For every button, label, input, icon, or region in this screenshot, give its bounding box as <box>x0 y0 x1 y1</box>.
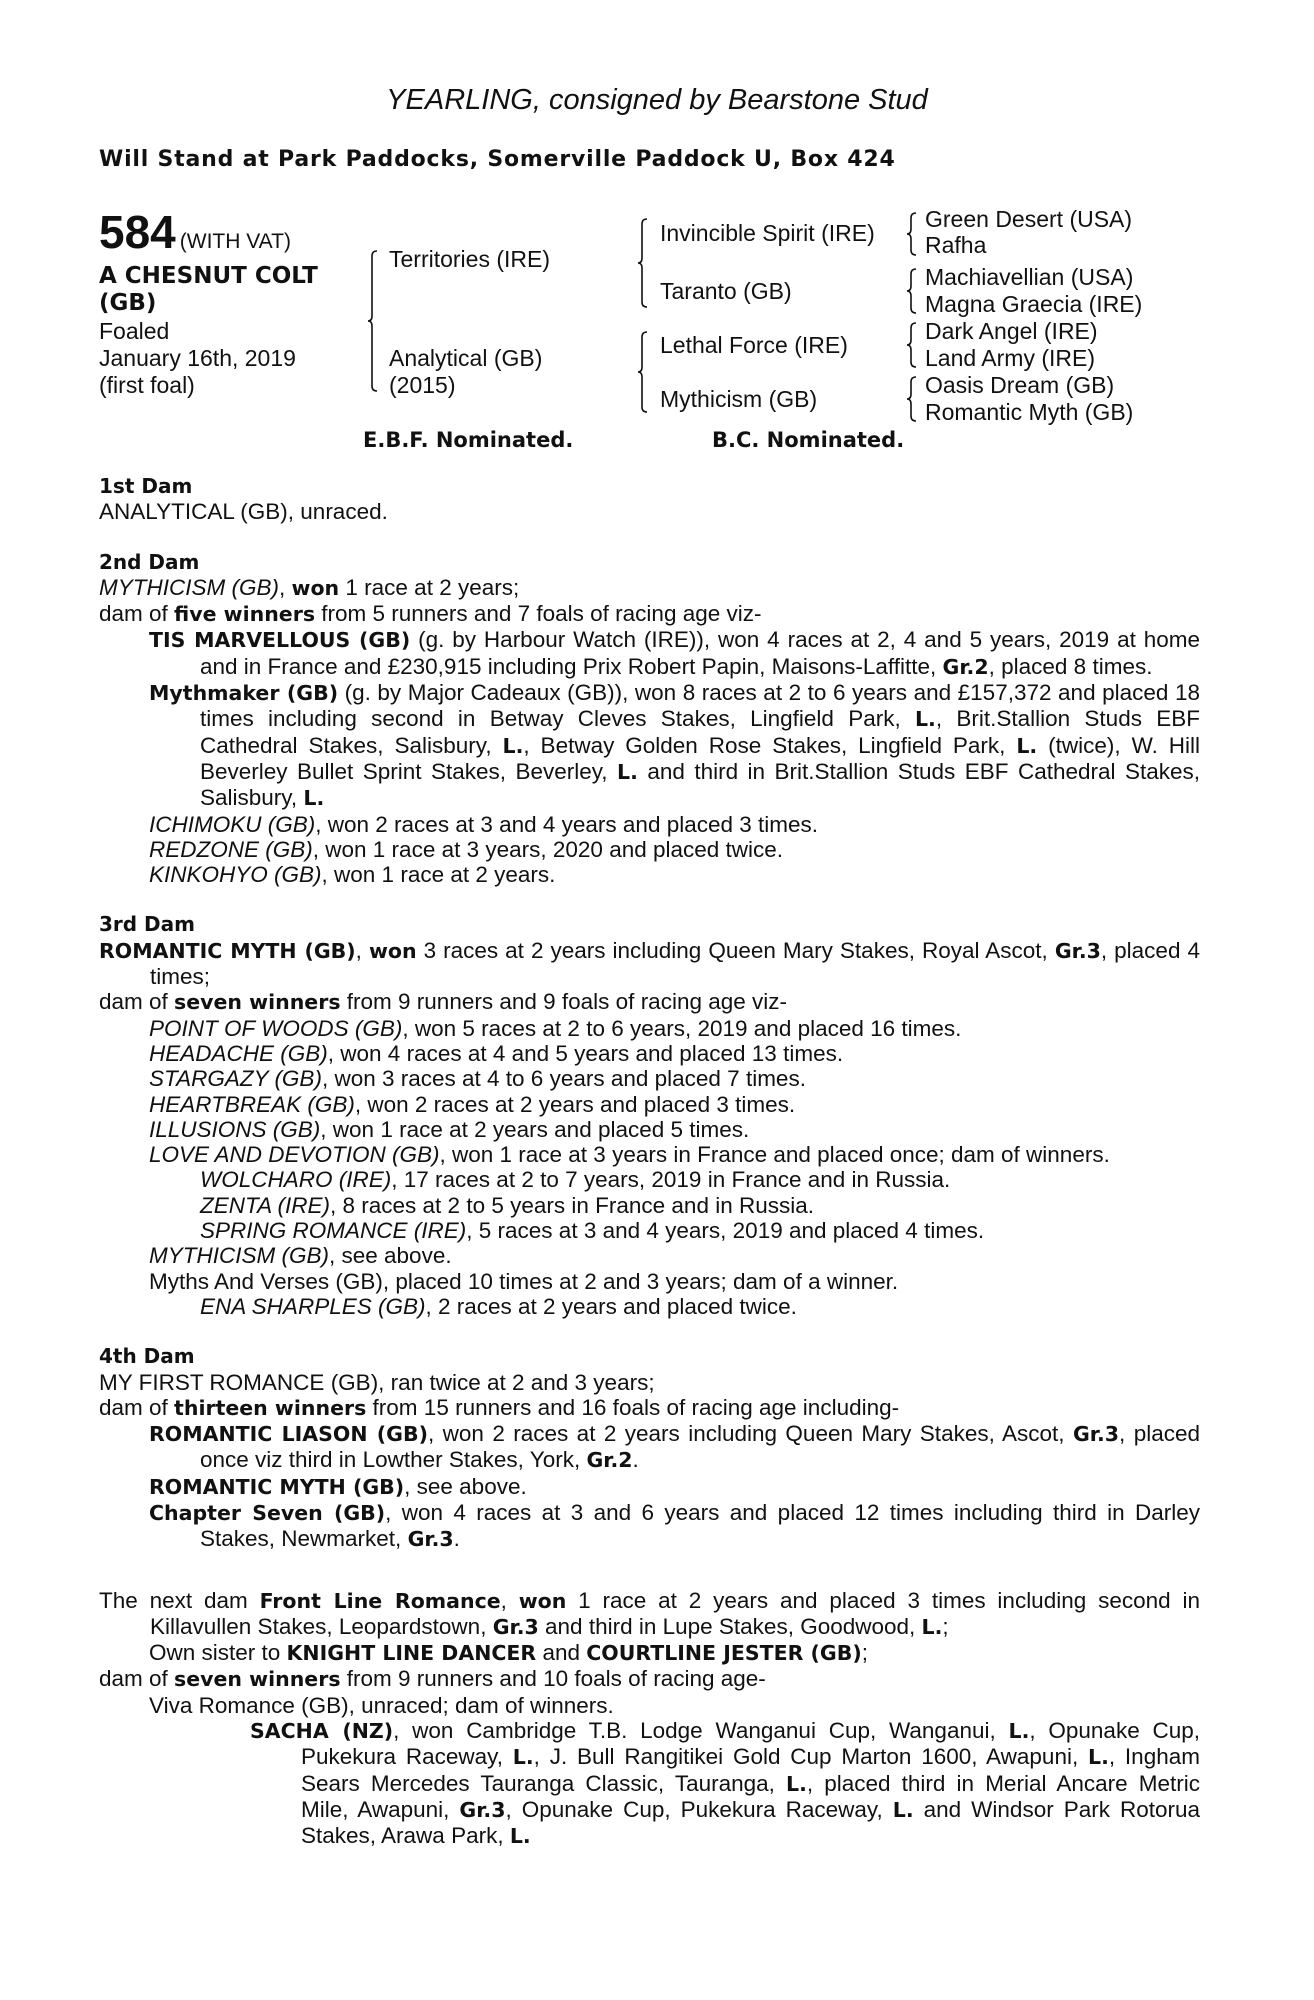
record-entry <box>99 1016 1200 1041</box>
bold-text: ROMANTIC MYTH (GB) <box>99 938 356 963</box>
pedigree-gs-6: Land Army (IRE) <box>925 345 1095 371</box>
italic-text: ENA SHARPLES (GB) <box>200 1293 426 1319</box>
record-entry <box>99 1666 1200 1692</box>
text: (twice), W. Hill Beverley Bullet Sprint Stakes, Beverley, <box>200 732 1200 784</box>
text: , won 2 races at 3 and 4 years and placed 3 times. <box>315 811 819 837</box>
pedigree-gs-4: Magna Graecia (IRE) <box>925 291 1143 317</box>
dam-section <box>99 550 1200 888</box>
bold-text: L. <box>502 733 524 758</box>
italic-text: ZENTA (IRE) <box>200 1192 330 1218</box>
text: , Opunake Cup, Pukekura Raceway, <box>301 1718 1201 1770</box>
record-entry <box>99 837 1200 862</box>
bold-text: seven winners <box>174 1667 341 1692</box>
bold-text: L. <box>617 759 638 784</box>
bold-text: Gr.3 <box>492 1614 539 1639</box>
text: , Betway Golden Rose Stakes, Lingfield Park, <box>523 732 1017 758</box>
italic-text: MYTHICISM (GB) <box>149 1243 329 1269</box>
bold-text: won <box>518 1588 567 1613</box>
dam-section <box>99 1588 1200 1850</box>
produce-record <box>99 474 1200 1850</box>
bold-text: COURTLINE JESTER (GB) <box>586 1641 862 1666</box>
italic-text: STARGAZY (GB) <box>149 1066 322 1092</box>
pedigree-gs-5: Dark Angel (IRE) <box>925 318 1098 344</box>
brace-icon <box>368 250 378 392</box>
lot-number-value: 584 <box>99 206 176 258</box>
bold-text: TIS MARVELLOUS (GB) <box>149 628 411 653</box>
text: , won 3 races at 4 to 6 years and placed 7 times. <box>321 1066 806 1092</box>
bold-text: seven winners <box>174 990 341 1015</box>
brace-icon <box>907 212 917 256</box>
text: , won 1 race at 3 years in France and placed once; dam of winners. <box>439 1142 1110 1168</box>
record-entry <box>99 499 1200 524</box>
page-title: YEARLING, consigned by Bearstone Stud <box>386 84 928 116</box>
record-entry <box>99 1041 1200 1066</box>
bold-text: won <box>368 938 417 963</box>
bold-text: ROMANTIC LIASON (GB) <box>149 1422 428 1447</box>
text: , Opunake Cup, Pukekura Raceway, <box>505 1796 893 1822</box>
bold-text: L. <box>1088 1745 1109 1770</box>
bold-text: L. <box>921 1614 943 1639</box>
record-entry <box>99 1500 1200 1553</box>
record-entry <box>99 1193 1200 1218</box>
text: 1 race at 2 years; <box>339 574 520 600</box>
text: 1 race at 2 years and placed 3 times including second in Killavullen Stakes, Leopardstown, <box>150 1587 1200 1639</box>
bold-text: L. <box>512 1745 534 1770</box>
dam-section <box>99 1344 1200 1552</box>
text: , won 4 races at 3 and 6 years and placed 12 times including third in Darley Stakes, Newmarket, <box>200 1499 1201 1552</box>
brace-icon <box>638 218 648 308</box>
text: , Brit.Stallion Studs EBF Cathedral Stakes, Salisbury, <box>200 706 1200 758</box>
section-heading: 1st Dam <box>99 474 193 498</box>
foal-note: (first foal) <box>99 372 195 398</box>
text: . <box>453 1526 460 1552</box>
italic-text: ILLUSIONS (GB) <box>149 1116 321 1142</box>
pedigree-dam: Analytical (GB) <box>389 345 543 371</box>
bold-text: KNIGHT LINE DANCER <box>286 1641 537 1666</box>
text: 3 races at 2 years including Queen Mary Stakes, Royal Ascot, <box>416 937 1055 963</box>
text: , won 4 races at 4 and 5 years and placed 13 times. <box>327 1040 844 1066</box>
section-heading: 3rd Dam <box>99 912 195 937</box>
text: Myths And Verses (GB), placed 10 times at 2 and 3 years; dam of a winner. <box>149 1268 899 1294</box>
bold-text: five winners <box>174 602 316 627</box>
bold-text: L. <box>914 707 936 732</box>
bold-text: Gr.2 <box>586 1448 633 1473</box>
ebf-nominated: E.B.F. Nominated. <box>363 428 574 452</box>
record-entry <box>99 1421 1200 1474</box>
text: ANALYTICAL (GB), unraced. <box>99 499 388 525</box>
bold-text: SACHA (NZ) <box>250 1719 394 1744</box>
record-entry <box>99 1395 1200 1421</box>
text: , won 5 races at 2 to 6 years, 2019 and placed 16 times. <box>402 1015 962 1041</box>
bold-text: L. <box>1008 1719 1030 1744</box>
text: dam of <box>99 1666 175 1692</box>
pedigree-sire-sire: Invincible Spirit (IRE) <box>660 220 875 246</box>
text: , won 1 race at 3 years, 2020 and placed twice. <box>312 836 784 862</box>
record-entry <box>99 1718 1200 1849</box>
record-entry <box>99 575 1200 601</box>
text: , won Cambridge T.B. Lodge Wanganui Cup, Wanganui, <box>393 1718 1009 1744</box>
pedigree-gs-7: Oasis Dream (GB) <box>925 372 1115 398</box>
pedigree-sire: Territories (IRE) <box>389 246 551 272</box>
italic-text: MYTHICISM (GB) <box>99 574 279 600</box>
pedigree-gs-1: Green Desert (USA) <box>925 206 1133 232</box>
record-entry <box>99 1167 1200 1192</box>
record-entry <box>99 989 1200 1015</box>
record-entry <box>99 1588 1200 1641</box>
text: and <box>536 1640 587 1666</box>
text: from 15 runners and 16 foals of racing age including- <box>366 1394 900 1420</box>
bold-text: Chapter Seven (GB) <box>149 1500 386 1525</box>
text: , <box>355 937 369 963</box>
text: , 8 races at 2 to 5 years in France and in Russia. <box>330 1192 814 1218</box>
dam-section <box>99 474 1200 525</box>
record-entry <box>99 1243 1200 1268</box>
bold-text: Mythmaker (GB) <box>149 681 339 706</box>
text: , 5 races at 3 and 4 years, 2019 and placed 4 times. <box>466 1218 985 1244</box>
text: and Windsor Park Rotorua Stakes, Arawa Park, <box>301 1796 1201 1849</box>
text: Viva Romance (GB), unraced; dam of winners. <box>149 1692 614 1718</box>
italic-text: REDZONE (GB) <box>149 836 313 862</box>
text: ; <box>861 1640 868 1666</box>
bold-text: L. <box>303 786 325 811</box>
record-entry <box>99 1117 1200 1142</box>
text: , won 2 races at 2 years and placed 3 times. <box>354 1091 796 1117</box>
text: . <box>632 1447 639 1473</box>
record-entry <box>99 627 1200 680</box>
brace-icon <box>907 322 917 368</box>
text: , won 1 race at 2 years and placed 5 times. <box>320 1116 750 1142</box>
text: (g. by Major Cadeaux (GB)), won 8 races at 2 to 6 years and £157,372 and placed 18 times including second in Betway Cleves Stakes, Lingfield Park, <box>200 680 1200 732</box>
text: (g. by Harbour Watch (IRE)), won 4 races at 2, 4 and 5 years, 2019 at home and in France and £230,915 including Prix Robert Papin, Maisons-Laffitte, <box>200 627 1200 679</box>
text: Own sister to <box>149 1640 287 1666</box>
italic-text: WOLCHARO (IRE) <box>200 1167 392 1193</box>
italic-text: ICHIMOKU (GB) <box>149 811 316 837</box>
text: MY FIRST ROMANCE (GB), ran twice at 2 and 3 years; <box>99 1369 655 1395</box>
italic-text: HEARTBREAK (GB) <box>149 1091 355 1117</box>
pedigree-dam-year: (2015) <box>389 372 456 398</box>
record-entry <box>99 938 1200 990</box>
record-entry <box>99 1269 1200 1294</box>
italic-text: SPRING ROMANCE (IRE) <box>200 1218 467 1244</box>
record-entry <box>99 812 1200 837</box>
bc-nominated: B.C. Nominated. <box>712 428 905 452</box>
record-entry <box>99 601 1200 627</box>
text: , placed once viz third in Lowther Stakes, York, <box>200 1421 1200 1473</box>
text: , placed third in Merial Ancare Metric Mile, Awapuni, <box>301 1770 1200 1822</box>
dam-section <box>99 912 1200 1319</box>
pedigree-dam-sire: Lethal Force (IRE) <box>660 332 848 358</box>
pedigree-sire-dam: Taranto (GB) <box>660 278 792 304</box>
text: , 17 races at 2 to 7 years, 2019 in France and in Russia. <box>391 1167 951 1193</box>
bold-text: Gr.2 <box>942 654 989 679</box>
italic-text: HEADACHE (GB) <box>149 1040 328 1066</box>
lot-number <box>99 205 291 259</box>
text: , see above. <box>329 1243 452 1269</box>
text: , won 2 races at 2 years including Queen Mary Stakes, Ascot, <box>427 1421 1073 1447</box>
section-heading: 2nd Dam <box>99 549 200 574</box>
brace-icon <box>907 376 917 422</box>
bold-text: Gr.3 <box>1054 938 1101 963</box>
pedigree-gs-3: Machiavellian (USA) <box>925 264 1134 290</box>
record-entry <box>99 1092 1200 1117</box>
italic-text: POINT OF WOODS (GB) <box>149 1015 403 1041</box>
bold-text: L. <box>786 1771 807 1796</box>
record-entry <box>99 862 1200 887</box>
bold-text: Front Line Romance <box>259 1588 501 1613</box>
record-entry <box>99 1474 1200 1500</box>
record-entry <box>99 1640 1200 1666</box>
record-entry <box>99 1294 1200 1319</box>
text: from 5 runners and 7 foals of racing age viz- <box>315 601 762 627</box>
text: and third in Brit.Stallion Studs EBF Cathedral Stakes, Salisbury, <box>200 758 1200 811</box>
bold-text: L. <box>509 1824 531 1849</box>
text: dam of <box>99 989 175 1015</box>
record-entry <box>99 1693 1200 1718</box>
italic-text: KINKOHYO (GB) <box>149 862 322 888</box>
text: , J. Bull Rangitikei Gold Cup Marton 1600, Awapuni, <box>533 1744 1089 1770</box>
record-entry <box>99 1370 1200 1395</box>
text: dam of <box>99 1394 175 1420</box>
bold-text: ROMANTIC MYTH (GB) <box>149 1474 405 1499</box>
text: The next dam <box>99 1587 260 1613</box>
horse-description: A CHESNUT COLT <box>99 263 318 289</box>
text: from 9 runners and 10 foals of racing age- <box>340 1666 766 1692</box>
record-entry <box>99 1142 1200 1167</box>
text: , won 1 race at 2 years. <box>321 862 556 888</box>
text: and third in Lupe Stakes, Goodwood, <box>538 1613 922 1639</box>
italic-text: LOVE AND DEVOTION (GB) <box>149 1142 440 1168</box>
bold-text: L. <box>892 1797 914 1822</box>
stand-location: Will Stand at Park Paddocks, Somerville Paddock U, Box 424 <box>99 147 896 172</box>
bold-text: thirteen winners <box>174 1395 367 1420</box>
bold-text: won <box>291 575 340 600</box>
bold-text: Gr.3 <box>407 1527 454 1552</box>
text: , 2 races at 2 years and placed twice. <box>425 1293 797 1319</box>
section-heading: 4th Dam <box>99 1344 195 1369</box>
text: , <box>500 1587 519 1613</box>
foaled-label: Foaled <box>99 318 170 344</box>
text: , placed 4 times; <box>150 937 1200 990</box>
pedigree-gs-2: Rafha <box>925 232 987 258</box>
foaled-date: January 16th, 2019 <box>99 345 296 371</box>
vat-note: (WITH VAT) <box>179 230 291 253</box>
record-entry <box>99 1218 1200 1243</box>
pedigree-dam-dam: Mythicism (GB) <box>660 386 818 412</box>
text: from 9 runners and 9 foals of racing age viz- <box>340 989 788 1015</box>
bold-text: L. <box>1016 733 1038 758</box>
text: , <box>279 574 292 600</box>
text: , placed 8 times. <box>988 653 1153 679</box>
brace-icon <box>638 331 648 413</box>
text: ; <box>942 1613 949 1639</box>
horse-origin: (GB) <box>99 290 157 316</box>
bold-text: Gr.3 <box>1072 1422 1120 1447</box>
text: dam of <box>99 601 175 627</box>
text: , Ingham Sears Mercedes Tauranga Classic, Tauranga, <box>301 1744 1200 1796</box>
pedigree-gs-8: Romantic Myth (GB) <box>925 399 1134 425</box>
record-entry <box>99 1066 1200 1091</box>
brace-icon <box>907 268 917 314</box>
record-entry <box>99 680 1200 811</box>
bold-text: Gr.3 <box>459 1797 506 1822</box>
text: , see above. <box>404 1473 527 1499</box>
